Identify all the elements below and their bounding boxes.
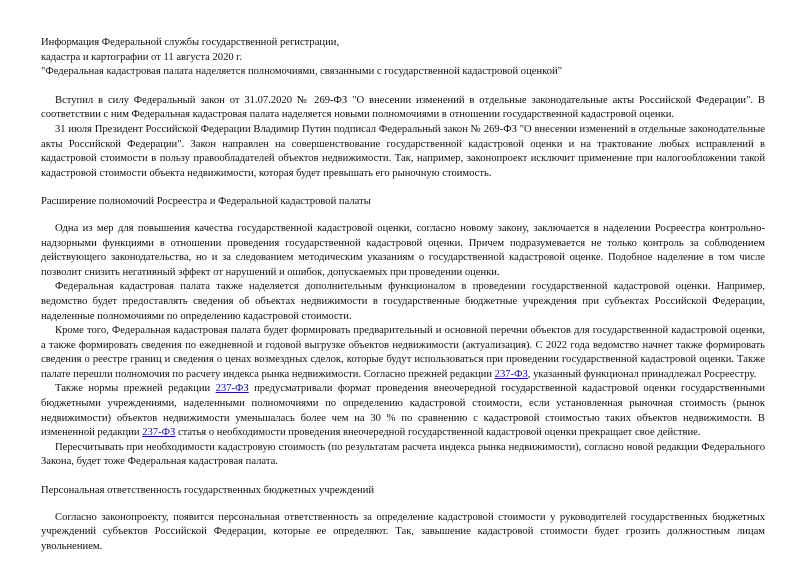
header-line-2: кадастра и картографии от 11 августа 2020 г.: [41, 51, 243, 63]
paragraph-text: статья о необходимости проведения внеочередной государственной кадастровой оценки прекращает свое действие.: [175, 427, 701, 439]
section-title-powers: Расширение полномочий Росреестра и Федеральной кадастровой палаты: [41, 196, 371, 208]
paragraph-text: Также нормы прежней редакции: [55, 383, 216, 395]
intro-paragraph-1: Вступил в силу Федеральный закон от 31.07.2020 № 269-ФЗ "О внесении изменений в отдельные законодательные акты Российской Федерации". В соответствии с ним Федеральная кадастровая палата наделяется новыми полномочиями в отношении государственной кадастровой оценки.: [41, 94, 765, 121]
section1-paragraph-1: Одна из мер для повышения качества государственной кадастровой оценки, согласно новому закону, заключается в наделении Росреестра контрольно-надзорными функциями в отношении проведения государственной кадастровой оценки. Причем подразумевается не только контроль за соблюдением действующего законодательства, но и за следованием методическим указаниям о государственной кадастровой оценке. Подобное наделение в том числе позволит снизить негативный эффект от нарушений и ошибок, допускаемых при проведении оценки.: [41, 222, 765, 278]
header-line-3: "Федеральная кадастровая палата наделяется полномочиями, связанными с государственной кадастровой оценкой": [41, 66, 563, 78]
section2-paragraph-1: Согласно законопроекту, появится персональная ответственность за определение кадастровой стоимости у руководителей государственных бюджетных учреждений субъектов Российской Федерации, которые ее определяют. Так, завышение кадастровой стоимости будет грозить должностным лицам увольнением.: [41, 511, 765, 552]
paragraph-text: Кроме того, Федеральная кадастровая палата будет формировать предварительный и основной перечни объектов для государственной кадастровой оценки, а также формировать сведения по ежедневной и годовой выгрузке объектов недвижимости (актуализация). С 2022 года ведомство начнет также формировать сведения о реестре границ и сведения о ценах возмездных сделок, которые будут использоваться при проведении государственной кадастровой оценки. Также палате перешли полномочия по расчету индекса рынка недвижимости. Согласно прежней редакции: [41, 325, 765, 380]
section1-paragraph-4: [41, 382, 765, 440]
law-237-fz-link[interactable]: 237-ФЗ: [494, 368, 528, 380]
header-line-1: Информация Федеральной службы государственной регистрации,: [41, 37, 340, 48]
section1-paragraph-2: Федеральная кадастровая палата также наделяется дополнительным функционалом в проведении государственной кадастровой оценки. Например, ведомство будет предоставлять сведения об объектах недвижимости в государственные бюджетные учреждения при субъектах Российской Федерации, наделенные полномочиями по определению кадастровой стоимости.: [41, 281, 765, 322]
document-header: [41, 36, 765, 80]
law-237-fz-link[interactable]: 237-ФЗ: [142, 427, 176, 439]
document-body: [41, 36, 765, 554]
section1-paragraph-5: Пересчитывать при необходимости кадастровую стоимость (по результатам расчета индекса рынка недвижимости), согласно новой редакции Федерального Закона, будет тоже Федеральная кадастровая палата.: [41, 441, 765, 468]
paragraph-text: предусматривали формат проведения внеочередной государственной кадастровой оценки государственными бюджетными учреждениями, наделенными полномочиями по определению кадастровой стоимости, если установленная рыночная стоимость (рынок недвижимости) объектов недвижимости уменьшалась более чем на 30 % по сравнению с кадастровой стоимостью таких объектов недвижимости. В измененной редакции: [41, 383, 766, 439]
paragraph-text: , указанный функционал принадлежал Росреестру.: [527, 368, 757, 380]
law-237-fz-link[interactable]: 237-ФЗ: [215, 383, 249, 395]
section-title-responsibility: Персональная ответственность государственных бюджетных учреждений: [41, 485, 375, 497]
section1-paragraph-3: [41, 324, 765, 382]
intro-paragraph-2: 31 июля Президент Российской Федерации Владимир Путин подписал Федеральный закон № 269-ФЗ "О внесении изменений в отдельные законодательные акты Российской Федерации". Закон направлен на совершенствование государственной кадастровой оценки и на трактование любых исправлений в кадастровой стоимости в пользу правообладателей объектов недвижимости. Так, например, законопроект исключит применение при налогообложении такой кадастровой стоимости объекта недвижимости, которая будет превышать его рыночную стоимость.: [41, 123, 765, 179]
